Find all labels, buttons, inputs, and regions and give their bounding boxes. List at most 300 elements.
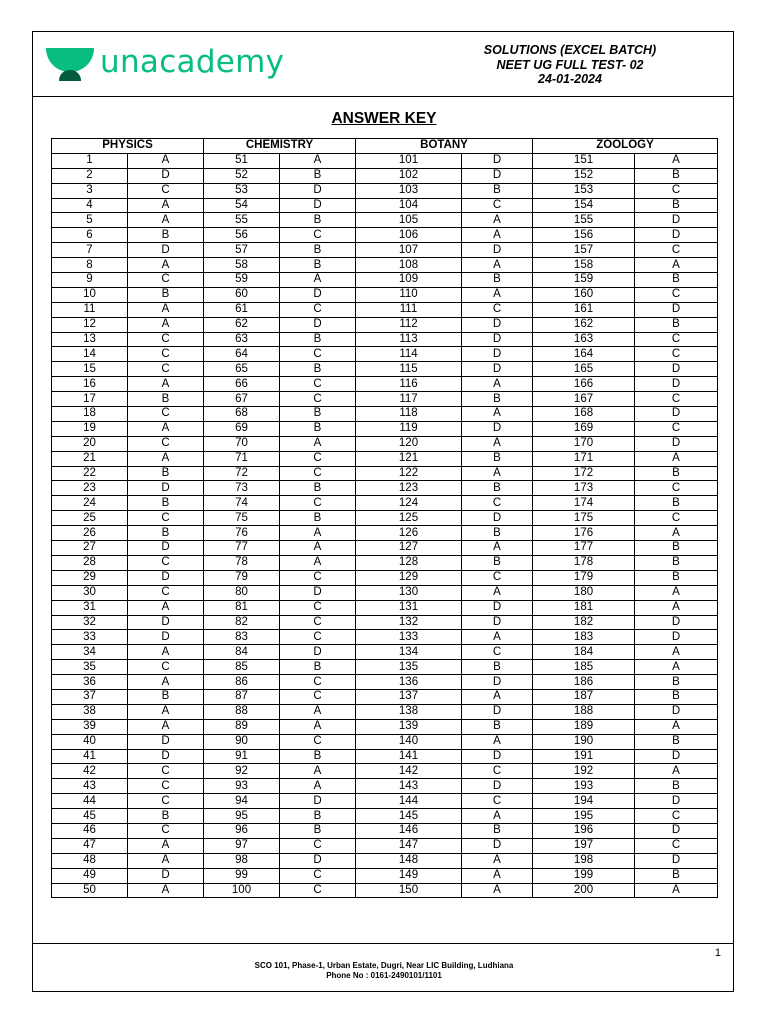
question-number: 164 [533, 347, 635, 362]
answer-option: A [128, 600, 204, 615]
question-number: 198 [533, 853, 635, 868]
answer-option: B [462, 660, 533, 675]
answer-option: D [635, 362, 718, 377]
answer-option: B [635, 317, 718, 332]
question-number: 57 [204, 243, 280, 258]
answer-option: D [635, 213, 718, 228]
answer-option: C [462, 764, 533, 779]
question-number: 140 [356, 734, 462, 749]
answer-option: A [462, 809, 533, 824]
answer-option: A [462, 585, 533, 600]
answer-option: A [128, 153, 204, 168]
question-number: 104 [356, 198, 462, 213]
question-number: 110 [356, 287, 462, 302]
answer-option: D [280, 645, 356, 660]
question-number: 15 [52, 362, 128, 377]
question-number: 91 [204, 749, 280, 764]
question-number: 134 [356, 645, 462, 660]
question-number: 150 [356, 883, 462, 898]
question-number: 125 [356, 511, 462, 526]
answer-option: A [128, 377, 204, 392]
table-row [52, 302, 718, 317]
table-row [52, 541, 718, 556]
test-date: 24-01-2024 [538, 72, 602, 86]
table-row [52, 749, 718, 764]
question-number: 80 [204, 585, 280, 600]
question-number: 196 [533, 823, 635, 838]
table-row [52, 183, 718, 198]
question-number: 102 [356, 168, 462, 183]
answer-option: B [280, 213, 356, 228]
question-number: 169 [533, 421, 635, 436]
question-number: 49 [52, 868, 128, 883]
answer-option: C [280, 615, 356, 630]
answer-option: A [462, 883, 533, 898]
question-number: 144 [356, 794, 462, 809]
question-number: 183 [533, 630, 635, 645]
answer-option: B [635, 541, 718, 556]
answer-option: B [635, 689, 718, 704]
question-number: 50 [52, 883, 128, 898]
question-number: 152 [533, 168, 635, 183]
batch-title: SOLUTIONS (EXCEL BATCH) [483, 43, 657, 57]
answer-option: C [128, 555, 204, 570]
table-row [52, 779, 718, 794]
question-number: 182 [533, 615, 635, 630]
answer-option: A [635, 660, 718, 675]
answer-option: B [635, 466, 718, 481]
answer-option: B [635, 198, 718, 213]
answer-option: D [635, 630, 718, 645]
table-row [52, 153, 718, 168]
question-number: 40 [52, 734, 128, 749]
question-number: 135 [356, 660, 462, 675]
question-number: 29 [52, 570, 128, 585]
question-number: 176 [533, 526, 635, 541]
question-number: 189 [533, 719, 635, 734]
brand-logo [46, 44, 284, 84]
question-number: 160 [533, 287, 635, 302]
answer-option: B [280, 407, 356, 422]
question-number: 10 [52, 287, 128, 302]
question-number: 136 [356, 675, 462, 690]
question-number: 19 [52, 421, 128, 436]
question-number: 200 [533, 883, 635, 898]
answer-option: C [280, 570, 356, 585]
answer-option: B [462, 451, 533, 466]
question-number: 191 [533, 749, 635, 764]
table-row [52, 794, 718, 809]
table-row [52, 451, 718, 466]
question-number: 162 [533, 317, 635, 332]
question-number: 166 [533, 377, 635, 392]
question-number: 127 [356, 541, 462, 556]
question-number: 106 [356, 228, 462, 243]
table-row [52, 481, 718, 496]
answer-option: D [128, 570, 204, 585]
question-number: 22 [52, 466, 128, 481]
question-number: 137 [356, 689, 462, 704]
answer-option: B [462, 719, 533, 734]
question-number: 11 [52, 302, 128, 317]
question-number: 86 [204, 675, 280, 690]
table-row [52, 243, 718, 258]
question-number: 9 [52, 273, 128, 288]
question-number: 175 [533, 511, 635, 526]
table-row [52, 600, 718, 615]
footer-address: SCO 101, Phase-1, Urban Estate, Dugri, Near LIC Building, Ludhiana [254, 961, 514, 970]
answer-option: C [128, 332, 204, 347]
question-number: 47 [52, 838, 128, 853]
question-number: 63 [204, 332, 280, 347]
question-number: 69 [204, 421, 280, 436]
question-number: 33 [52, 630, 128, 645]
answer-option: A [280, 273, 356, 288]
table-row [52, 675, 718, 690]
question-number: 84 [204, 645, 280, 660]
answer-key-table [51, 138, 718, 898]
answer-option: A [128, 675, 204, 690]
question-number: 133 [356, 630, 462, 645]
question-number: 31 [52, 600, 128, 615]
question-number: 99 [204, 868, 280, 883]
table-row [52, 853, 718, 868]
question-number: 177 [533, 541, 635, 556]
answer-option: A [462, 541, 533, 556]
answer-option: C [635, 511, 718, 526]
answer-option: D [635, 749, 718, 764]
question-number: 42 [52, 764, 128, 779]
answer-option: C [280, 868, 356, 883]
answer-option: A [128, 883, 204, 898]
unacademy-logo-icon [46, 45, 94, 83]
table-row [52, 555, 718, 570]
answer-option: D [128, 615, 204, 630]
question-number: 34 [52, 645, 128, 660]
answer-option: B [128, 496, 204, 511]
question-number: 193 [533, 779, 635, 794]
table-row [52, 838, 718, 853]
answer-option: B [462, 273, 533, 288]
answer-option: A [128, 838, 204, 853]
answer-option: B [462, 481, 533, 496]
answer-option: A [462, 228, 533, 243]
question-number: 130 [356, 585, 462, 600]
answer-option: A [462, 377, 533, 392]
question-number: 123 [356, 481, 462, 496]
question-number: 32 [52, 615, 128, 630]
question-number: 76 [204, 526, 280, 541]
answer-option: B [280, 749, 356, 764]
question-number: 117 [356, 392, 462, 407]
table-row [52, 198, 718, 213]
answer-option: C [280, 689, 356, 704]
question-number: 7 [52, 243, 128, 258]
question-number: 70 [204, 436, 280, 451]
answer-option: C [635, 243, 718, 258]
question-number: 48 [52, 853, 128, 868]
answer-option: D [128, 630, 204, 645]
question-number: 132 [356, 615, 462, 630]
question-number: 41 [52, 749, 128, 764]
answer-option: A [462, 407, 533, 422]
question-number: 30 [52, 585, 128, 600]
answer-option: A [280, 779, 356, 794]
answer-option: D [128, 541, 204, 556]
answer-option: D [462, 153, 533, 168]
answer-option: D [128, 243, 204, 258]
question-number: 141 [356, 749, 462, 764]
table-row [52, 689, 718, 704]
answer-option: D [128, 168, 204, 183]
question-number: 35 [52, 660, 128, 675]
answer-option: D [462, 838, 533, 853]
table-row [52, 228, 718, 243]
question-number: 168 [533, 407, 635, 422]
question-number: 96 [204, 823, 280, 838]
question-number: 186 [533, 675, 635, 690]
page-number: 1 [714, 947, 721, 959]
subject-header-chemistry: CHEMISTRY [204, 139, 356, 154]
question-number: 131 [356, 600, 462, 615]
answer-option: A [128, 719, 204, 734]
table-row [52, 645, 718, 660]
answer-option: D [462, 332, 533, 347]
question-number: 36 [52, 675, 128, 690]
question-number: 199 [533, 868, 635, 883]
table-row [52, 392, 718, 407]
table-row [52, 719, 718, 734]
question-number: 172 [533, 466, 635, 481]
question-number: 194 [533, 794, 635, 809]
page-title: ANSWER KEY [331, 110, 437, 127]
question-number: 192 [533, 764, 635, 779]
answer-option: B [635, 168, 718, 183]
question-number: 129 [356, 570, 462, 585]
question-number: 37 [52, 689, 128, 704]
answer-option: C [128, 764, 204, 779]
question-number: 56 [204, 228, 280, 243]
question-number: 124 [356, 496, 462, 511]
question-number: 126 [356, 526, 462, 541]
question-number: 197 [533, 838, 635, 853]
table-row [52, 526, 718, 541]
question-number: 151 [533, 153, 635, 168]
answer-option: B [462, 392, 533, 407]
answer-option: A [280, 555, 356, 570]
answer-option: A [635, 153, 718, 168]
subject-header-row [52, 139, 718, 154]
question-number: 195 [533, 809, 635, 824]
answer-option: D [462, 243, 533, 258]
question-number: 64 [204, 347, 280, 362]
question-number: 88 [204, 704, 280, 719]
question-number: 55 [204, 213, 280, 228]
answer-option: A [280, 704, 356, 719]
answer-option: B [280, 481, 356, 496]
answer-option: B [280, 511, 356, 526]
table-row [52, 407, 718, 422]
question-number: 100 [204, 883, 280, 898]
table-row [52, 704, 718, 719]
question-number: 159 [533, 273, 635, 288]
question-number: 153 [533, 183, 635, 198]
answer-option: A [635, 645, 718, 660]
answer-option: C [128, 794, 204, 809]
table-row [52, 213, 718, 228]
question-number: 179 [533, 570, 635, 585]
question-number: 74 [204, 496, 280, 511]
answer-option: B [462, 555, 533, 570]
question-number: 16 [52, 377, 128, 392]
table-row [52, 273, 718, 288]
answer-option: B [635, 779, 718, 794]
table-row [52, 496, 718, 511]
answer-option: B [635, 868, 718, 883]
question-number: 17 [52, 392, 128, 407]
answer-option: A [128, 317, 204, 332]
table-row [52, 436, 718, 451]
question-number: 187 [533, 689, 635, 704]
answer-option: C [280, 883, 356, 898]
answer-option: A [280, 764, 356, 779]
question-number: 155 [533, 213, 635, 228]
answer-option: A [635, 883, 718, 898]
question-number: 128 [356, 555, 462, 570]
answer-option: B [635, 734, 718, 749]
question-number: 87 [204, 689, 280, 704]
answer-option: D [462, 675, 533, 690]
question-number: 54 [204, 198, 280, 213]
question-number: 72 [204, 466, 280, 481]
answer-option: D [462, 511, 533, 526]
answer-option: D [280, 183, 356, 198]
answer-option: C [280, 228, 356, 243]
question-number: 13 [52, 332, 128, 347]
answer-option: B [635, 570, 718, 585]
question-number: 170 [533, 436, 635, 451]
answer-option: C [462, 496, 533, 511]
question-number: 190 [533, 734, 635, 749]
answer-option: D [462, 600, 533, 615]
question-number: 178 [533, 555, 635, 570]
answer-option: D [635, 302, 718, 317]
question-number: 119 [356, 421, 462, 436]
answer-option: B [280, 421, 356, 436]
answer-option: C [128, 362, 204, 377]
answer-option: B [128, 809, 204, 824]
answer-option: C [128, 436, 204, 451]
question-number: 181 [533, 600, 635, 615]
answer-option: A [128, 258, 204, 273]
question-number: 143 [356, 779, 462, 794]
answer-option: C [128, 273, 204, 288]
answer-option: D [635, 377, 718, 392]
table-row [52, 734, 718, 749]
question-number: 93 [204, 779, 280, 794]
question-number: 46 [52, 823, 128, 838]
answer-option: A [128, 645, 204, 660]
answer-option: D [635, 615, 718, 630]
question-number: 65 [204, 362, 280, 377]
answer-option: A [128, 853, 204, 868]
answer-option: D [280, 287, 356, 302]
answer-option: A [462, 868, 533, 883]
question-number: 157 [533, 243, 635, 258]
answer-option: B [280, 168, 356, 183]
answer-option: C [280, 675, 356, 690]
answer-option: C [635, 347, 718, 362]
answer-option: D [635, 407, 718, 422]
answer-option: C [635, 838, 718, 853]
question-number: 25 [52, 511, 128, 526]
question-number: 147 [356, 838, 462, 853]
question-number: 188 [533, 704, 635, 719]
question-number: 121 [356, 451, 462, 466]
question-number: 95 [204, 809, 280, 824]
answer-option: D [128, 481, 204, 496]
answer-option: D [280, 585, 356, 600]
question-number: 108 [356, 258, 462, 273]
answer-option: B [462, 823, 533, 838]
answer-option: A [462, 287, 533, 302]
answer-option: D [128, 734, 204, 749]
answer-option: A [128, 451, 204, 466]
answer-option: D [462, 362, 533, 377]
answer-option: C [280, 347, 356, 362]
question-number: 27 [52, 541, 128, 556]
answer-option: A [462, 466, 533, 481]
table-row [52, 258, 718, 273]
answer-option: C [635, 183, 718, 198]
answer-option: C [280, 302, 356, 317]
answer-option: B [462, 183, 533, 198]
question-number: 118 [356, 407, 462, 422]
answer-option: B [635, 273, 718, 288]
question-number: 171 [533, 451, 635, 466]
question-number: 161 [533, 302, 635, 317]
answer-option: D [280, 198, 356, 213]
answer-option: B [128, 392, 204, 407]
answer-option: D [635, 853, 718, 868]
answer-option: D [462, 168, 533, 183]
question-number: 75 [204, 511, 280, 526]
answer-option: A [462, 213, 533, 228]
answer-option: A [635, 258, 718, 273]
question-number: 165 [533, 362, 635, 377]
answer-option: C [128, 585, 204, 600]
question-number: 78 [204, 555, 280, 570]
test-info [440, 43, 700, 87]
subject-header-botany: BOTANY [356, 139, 533, 154]
answer-option: A [635, 719, 718, 734]
table-row [52, 809, 718, 824]
question-number: 173 [533, 481, 635, 496]
question-number: 39 [52, 719, 128, 734]
answer-option: B [280, 809, 356, 824]
answer-option: B [280, 332, 356, 347]
answer-option: C [128, 511, 204, 526]
answer-option: C [462, 794, 533, 809]
answer-option: C [280, 734, 356, 749]
answer-rows [52, 153, 718, 898]
answer-option: D [280, 853, 356, 868]
answer-option: C [280, 466, 356, 481]
answer-option: D [635, 228, 718, 243]
question-number: 26 [52, 526, 128, 541]
question-number: 180 [533, 585, 635, 600]
question-number: 146 [356, 823, 462, 838]
